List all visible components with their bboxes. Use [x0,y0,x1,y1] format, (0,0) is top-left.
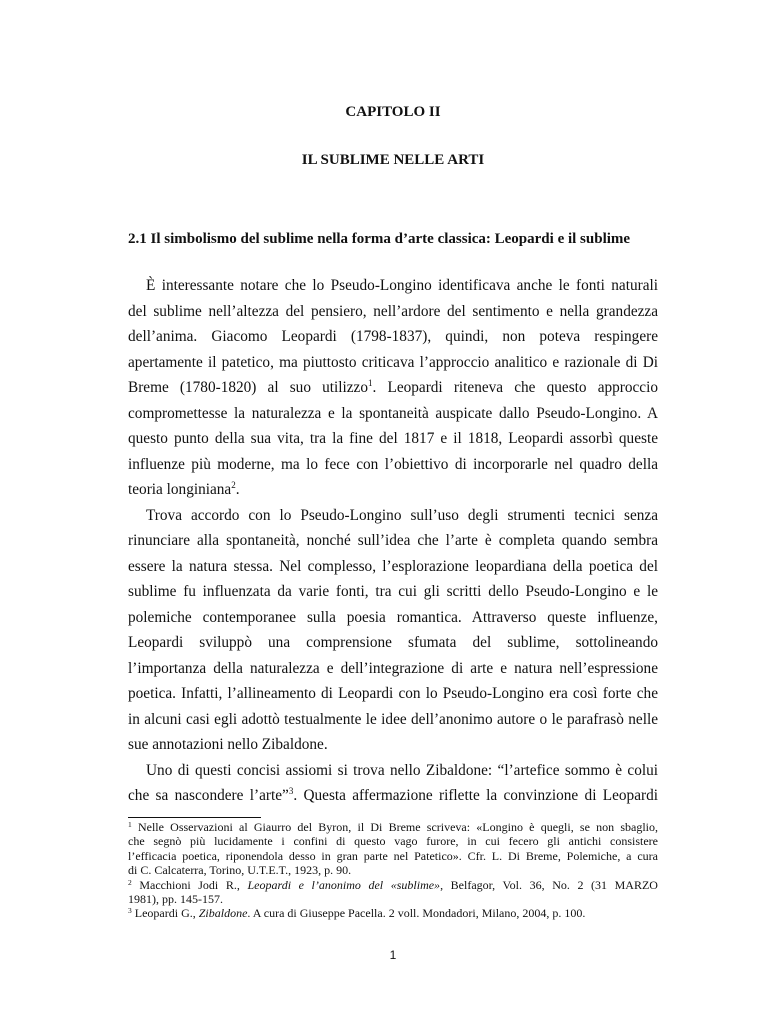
text-segment: . [235,481,240,498]
text-line: polemiche contemporanee sulla poesia romantica. Attraverso queste influenze, [128,608,658,626]
footnote-line: 1981), pp. 145-157. [128,891,223,906]
footnotes [128,820,658,921]
text-line: sue annotazioni nello Zibaldone. [128,736,328,753]
text-line: poetica. Infatti, l’allineamento di Leopardi con lo Pseudo-Longino era così forte che [128,685,658,702]
text-line [128,375,658,401]
footnote-ref[interactable]: 3 [288,786,294,796]
text-line [128,477,658,503]
footnote-line: l’efficacia poetica, riponendola desso in gran parte nel Patetico». Cfr. L. Di Breme, Polemiche, a cura [128,848,658,863]
text-line: questo punto della sua vita, tra la fine del 1817 e il 1818, Leopardi assorbì queste [128,430,658,447]
footnote-title: Zibaldone [198,906,248,921]
text-line: dell’anima. Giacomo Leopardi (1798-1837), quindi, non poteva respingere [128,328,658,345]
footnote-text: , Belfagor, Vol. 36, No. 2 (31 MARZO [440,877,658,892]
footnote-line: di C. Calcaterra, Torino, U.T.E.T., 1923, p. 90. [128,863,352,878]
text-line: compromettesse la naturalezza e la spontaneità auspicate dallo Pseudo-Longino. A [128,404,658,422]
footnote-line [128,878,658,892]
text-line: influenze più moderne, ma lo fece con l’obiettivo di incorporarle nel quadro della [128,455,658,473]
text-segment: . Questa affermazione riflette la convinzione di Leopardi [293,787,658,804]
text-segment: . Leopardi riteneva che questo approccio [372,379,658,396]
text-segment: che sa nascondere l’arte” [128,787,289,804]
footnote-mark: 2 [128,877,132,887]
text-line: in alcuni casi egli adottò testualmente le idee dell’anonimo autore o le parafrasò nelle [128,710,658,728]
footnote-text: Leopardi G., [131,906,199,921]
text-line: rinunciare alla spontaneità, nonché sull’idea che l’arte è completa quando sembra [128,532,658,549]
text-line: Trova accordo con lo Pseudo-Longino sull’uso degli strumenti tecnici senza [146,506,658,524]
footnote-line: che segnò più lucidamente i confini di questo vago furore, in cui fecero gli antichi consistere [128,834,658,849]
footnote-title: Leopardi e l’anonimo del «sublime» [247,877,441,892]
body-text [128,273,658,809]
text-line: l’importanza della naturalezza e dell’integrazione di arte e natura nell’espressione [128,659,658,677]
chapter-title: IL SUBLIME NELLE ARTI [301,152,485,168]
footnote-mark: 3 [128,906,132,916]
footnote-mark: 1 [128,820,132,829]
footnote-separator [128,817,261,818]
text-line: È interessante notare che lo Pseudo-Longino identificava anche le fonti naturali [146,277,658,294]
footnote-ref[interactable]: 2 [231,480,236,490]
text-line: apertamente il patetico, ma piuttosto criticava l’approccio analitico e razionale di Di [128,353,658,371]
page-number: 1 [389,948,397,962]
text-line: del sublime nell’altezza del pensiero, nell’ardore del sentimento e nella grandezza [128,302,658,320]
footnote-line [128,820,658,834]
text-line: Leopardi sviluppò una comprensione sfumata del sublime, sottolineando [128,634,658,651]
text-segment: Breme (1780-1820) al suo utilizzo [128,379,368,396]
text-line: Uno di questi concisi assiomi si trova nello Zibaldone: “l’artefice sommo è colui [146,761,658,779]
text-line: sublime fu influenzata da varie fonti, tra cui gli scritti dello Pseudo-Longino e le [128,583,658,600]
text-line: essere la natura stessa. Nel complesso, l’esplorazione leopardiana della poetica del [128,557,658,575]
text-line [128,783,658,809]
section-heading: 2.1 Il simbolismo del sublime nella forma d’arte classica: Leopardi e il sublime [128,231,631,247]
text-segment: teoria longiniana [128,481,232,498]
footnote-ref[interactable]: 1 [368,378,373,388]
chapter-heading: CAPITOLO II [345,104,441,120]
footnote-text: Nelle Osservazioni al Giaurro del Byron, il Di Breme scriveva: «Longino è quegli, se non sbaglio, [131,820,658,834]
footnote-text: . A cura di Giuseppe Pacella. 2 voll. Mondadori, Milano, 2004, p. 100. [247,906,586,921]
footnote-line [128,906,658,920]
footnote-text: Macchioni Jodi R., [131,877,248,892]
